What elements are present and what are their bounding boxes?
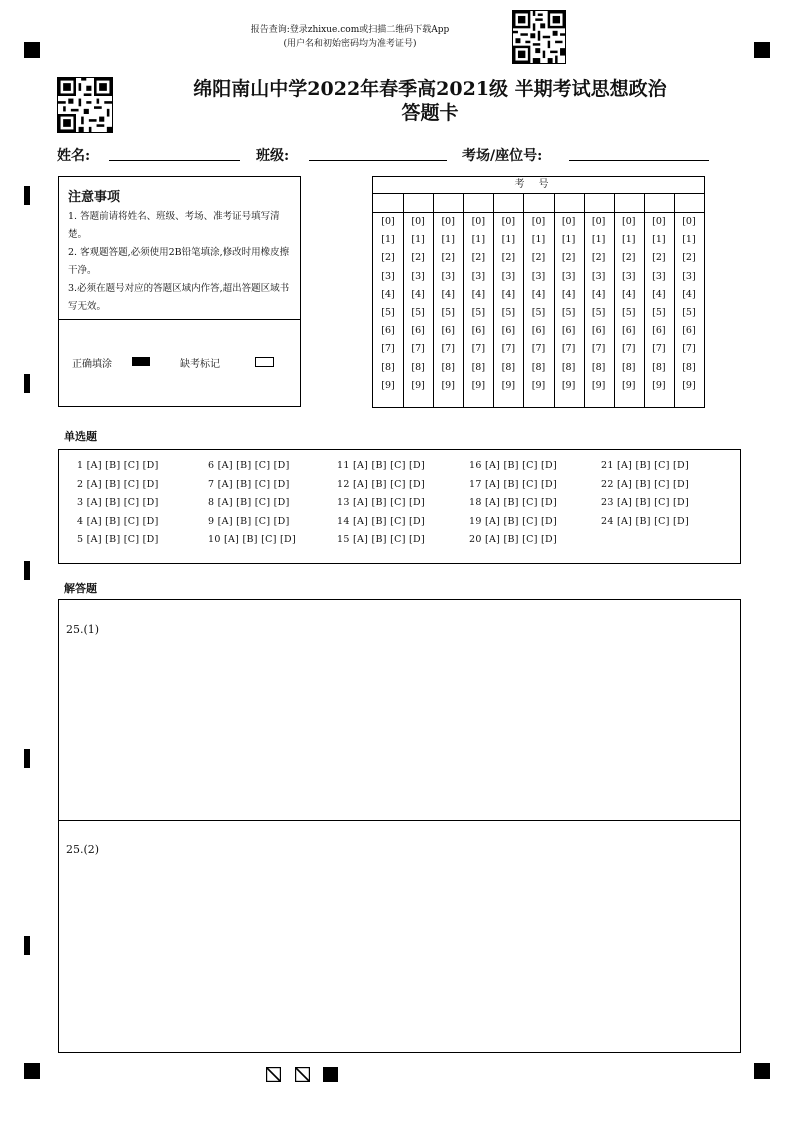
exam-number-column-separator [554, 194, 555, 407]
exam-digit-bubble[interactable]: [8] [591, 361, 606, 373]
correct-fill-label: 正确填涂 [72, 359, 112, 370]
absent-mark-box[interactable] [255, 357, 274, 367]
exam-number-column [584, 194, 614, 407]
mc-question-item[interactable]: 23 [A] [B] [C] [D] [601, 497, 689, 508]
exam-digit-bubble[interactable]: [4] [591, 288, 606, 300]
exam-digit-bubble[interactable]: [4] [411, 288, 425, 300]
exam-number-column [403, 194, 433, 407]
exam-digit-bubble[interactable]: [1] [652, 234, 666, 246]
exam-digit-bubble[interactable]: [7] [561, 343, 576, 355]
exam-digit-bubble[interactable]: [1] [471, 234, 486, 246]
mc-answer-box [58, 449, 741, 564]
exam-number-write-box[interactable] [373, 194, 403, 213]
report-query-text: 报告查询:登录zhixue.com或扫描二维码下载App [250, 25, 450, 35]
exam-number-write-box[interactable] [403, 194, 433, 213]
qr-code-icon [513, 11, 565, 63]
exam-digit-bubble[interactable]: [7] [591, 343, 606, 355]
footer-hatched-box [266, 1067, 281, 1082]
exam-digit-bubble[interactable]: [8] [652, 361, 666, 373]
exam-number-column [554, 194, 584, 407]
exam-digit-bubble[interactable]: [1] [622, 234, 636, 246]
exam-digit-bubble[interactable]: [3] [682, 270, 696, 282]
timing-mark [24, 186, 30, 205]
exam-digit-bubble[interactable]: [4] [531, 288, 546, 300]
answer-divider [59, 820, 740, 821]
mc-question-item[interactable]: 18 [A] [B] [C] [D] [469, 497, 557, 508]
exam-digit-bubble[interactable]: [7] [531, 343, 546, 355]
exam-digit-bubble[interactable]: [4] [441, 288, 455, 300]
exam-digit-bubble[interactable]: [2] [381, 252, 395, 264]
exam-digit-bubble[interactable]: [7] [622, 343, 636, 355]
exam-digit-bubble[interactable]: [5] [682, 306, 696, 318]
notice-title: 注意事项 [68, 190, 121, 205]
notice-item: 1. 答题前请将姓名、班级、考场、准考证号填写清楚。 [68, 211, 280, 240]
exam-digit-bubble[interactable]: [1] [682, 234, 696, 246]
exam-digit-bubble[interactable]: [2] [441, 252, 455, 264]
exam-digit-bubble[interactable]: [9] [591, 379, 606, 391]
exam-digit-bubble[interactable]: [7] [501, 343, 516, 355]
exam-digit-bubble[interactable]: [8] [381, 361, 395, 373]
exam-digit-bubble[interactable]: [3] [441, 270, 455, 282]
exam-digit-bubble[interactable]: [9] [501, 379, 516, 391]
exam-digit-bubble[interactable]: [2] [682, 252, 696, 264]
registration-mark-bottom-right [754, 1063, 770, 1079]
mc-section-label: 单选题 [64, 430, 97, 443]
absent-label: 缺考标记 [180, 359, 220, 370]
exam-digit-bubble[interactable]: [3] [652, 270, 666, 282]
mc-question-item[interactable]: 21 [A] [B] [C] [D] [601, 460, 689, 471]
exam-digit-bubble[interactable]: [5] [622, 306, 636, 318]
exam-number-write-box[interactable] [493, 194, 523, 213]
exam-digit-bubble[interactable]: [7] [652, 343, 666, 355]
exam-digit-bubble[interactable]: [6] [411, 325, 425, 337]
exam-digit-bubble[interactable]: [6] [682, 325, 696, 337]
mc-question-item[interactable]: 14 [A] [B] [C] [D] [337, 515, 425, 527]
notice-divider [59, 319, 300, 320]
exam-digit-bubble[interactable]: [2] [411, 252, 425, 264]
exam-digit-bubble[interactable]: [8] [501, 361, 516, 373]
seat-field[interactable] [569, 160, 709, 161]
exam-digit-bubble[interactable]: [6] [561, 325, 576, 337]
exam-digit-bubble[interactable]: [1] [501, 234, 516, 246]
exam-digit-bubble[interactable]: [6] [381, 325, 395, 337]
exam-number-column [523, 194, 553, 407]
mc-question-item[interactable]: 1 [A] [B] [C] [D] [77, 460, 159, 471]
footer-hatched-box [295, 1067, 310, 1082]
notice-item: 2. 客观题答题,必须使用2B铅笔填涂,修改时用橡皮擦干净。 [68, 247, 290, 276]
exam-digit-bubble[interactable]: [6] [441, 325, 455, 337]
exam-number-column [373, 194, 403, 407]
exam-digit-bubble[interactable]: [9] [682, 379, 696, 391]
exam-digit-bubble[interactable]: [0] [591, 216, 606, 227]
exam-digit-bubble[interactable]: [7] [411, 343, 425, 355]
exam-digit-bubble[interactable]: [4] [652, 288, 666, 300]
notice-item: 3.必须在题号对应的答题区域内作答,超出答题区域书写无效。 [68, 283, 290, 312]
class-field[interactable] [309, 160, 447, 161]
exam-digit-bubble[interactable]: [4] [471, 288, 486, 300]
exam-number-write-box[interactable] [523, 194, 553, 213]
mc-question-item[interactable]: 17 [A] [B] [C] [D] [469, 478, 557, 490]
exam-number-write-box[interactable] [463, 194, 493, 213]
exam-digit-bubble[interactable]: [1] [531, 234, 546, 246]
exam-digit-bubble[interactable]: [1] [411, 234, 425, 246]
exam-number-column [433, 194, 463, 407]
exam-digit-bubble[interactable]: [1] [441, 234, 455, 246]
exam-digit-bubble[interactable]: [3] [411, 270, 425, 282]
exam-digit-bubble[interactable]: [4] [381, 288, 395, 300]
mc-question-item[interactable]: 12 [A] [B] [C] [D] [337, 478, 425, 490]
name-label: 姓名: [57, 148, 91, 164]
correct-fill-sample [132, 357, 150, 366]
qr-code-icon [58, 78, 112, 132]
exam-digit-bubble[interactable]: [8] [561, 361, 576, 373]
exam-digit-bubble[interactable]: [3] [471, 270, 486, 282]
name-field[interactable] [109, 160, 240, 161]
exam-number-write-box[interactable] [614, 194, 644, 213]
exam-digit-bubble[interactable]: [0] [682, 216, 696, 227]
sheet-subtitle: 答题卡 [401, 102, 459, 124]
timing-mark [24, 749, 30, 768]
exam-digit-bubble[interactable]: [8] [622, 361, 636, 373]
exam-number-column [463, 194, 493, 407]
exam-digit-bubble[interactable]: [9] [561, 379, 576, 391]
registration-mark-bottom-left [24, 1063, 40, 1079]
exam-digit-bubble[interactable]: [2] [531, 252, 546, 264]
timing-mark [24, 561, 30, 580]
exam-digit-bubble[interactable]: [6] [531, 325, 546, 337]
exam-digit-bubble[interactable]: [3] [531, 270, 546, 282]
exam-digit-bubble[interactable]: [5] [501, 306, 516, 318]
mc-question-item[interactable]: 9 [A] [B] [C] [D] [208, 515, 290, 527]
exam-digit-bubble[interactable]: [7] [441, 343, 455, 355]
exam-digit-bubble[interactable]: [2] [652, 252, 666, 264]
question-25-1-label: 25.(1) [66, 623, 100, 636]
exam-digit-bubble[interactable]: [4] [501, 288, 516, 300]
exam-digit-bubble[interactable]: [9] [381, 379, 395, 391]
exam-digit-bubble[interactable]: [3] [591, 270, 606, 282]
timing-mark [24, 936, 30, 955]
exam-digit-bubble[interactable]: [8] [411, 361, 425, 373]
exam-digit-bubble[interactable]: [0] [622, 216, 636, 227]
mc-question-item[interactable]: 11 [A] [B] [C] [D] [337, 460, 425, 471]
exam-number-column-separator [403, 194, 404, 407]
exam-digit-bubble[interactable]: [4] [561, 288, 576, 300]
exam-digit-bubble[interactable]: [0] [652, 216, 666, 227]
exam-number-write-box[interactable] [674, 194, 704, 213]
registration-mark-top-left [24, 42, 40, 58]
mc-question-item[interactable]: 5 [A] [B] [C] [D] [77, 534, 159, 545]
mc-question-item[interactable]: 7 [A] [B] [C] [D] [208, 478, 290, 490]
qr-code-download [512, 10, 566, 64]
exam-digit-bubble[interactable]: [1] [591, 234, 606, 246]
exam-number-write-box[interactable] [644, 194, 674, 213]
exam-digit-bubble[interactable]: [5] [441, 306, 455, 318]
exam-digit-bubble[interactable]: [6] [501, 325, 516, 337]
exam-digit-bubble[interactable]: [8] [531, 361, 546, 373]
exam-number-column-separator [614, 194, 615, 407]
exam-digit-bubble[interactable]: [0] [501, 216, 516, 227]
exam-number-write-box[interactable] [433, 194, 463, 213]
exam-digit-bubble[interactable]: [2] [501, 252, 516, 264]
exam-digit-bubble[interactable]: [7] [381, 343, 395, 355]
exam-digit-bubble[interactable]: [0] [381, 216, 395, 227]
exam-digit-bubble[interactable]: [6] [652, 325, 666, 337]
mc-question-item[interactable]: 22 [A] [B] [C] [D] [601, 478, 689, 490]
qr-code-sheet [57, 77, 113, 133]
exam-digit-bubble[interactable]: [6] [622, 325, 636, 337]
exam-number-column-separator [674, 194, 675, 407]
exam-digit-bubble[interactable]: [0] [531, 216, 546, 227]
sheet-title: 绵阳南山中学2022年春季高2021级 半期考试思想政治 [193, 78, 667, 100]
exam-number-column-separator [584, 194, 585, 407]
exam-number-column [614, 194, 644, 407]
exam-number-write-box[interactable] [554, 194, 584, 213]
exam-number-column-separator [523, 194, 524, 407]
exam-number-column [674, 194, 704, 407]
exam-number-column-separator [493, 194, 494, 407]
exam-digit-bubble[interactable]: [5] [652, 306, 666, 318]
exam-digit-bubble[interactable]: [9] [531, 379, 546, 391]
class-label: 班级: [256, 148, 290, 164]
footer-solid-box [323, 1067, 338, 1082]
exam-number-column-separator [463, 194, 464, 407]
mc-question-item[interactable]: 19 [A] [B] [C] [D] [469, 515, 557, 527]
exam-digit-bubble[interactable]: [9] [411, 379, 425, 391]
exam-digit-bubble[interactable]: [2] [561, 252, 576, 264]
exam-digit-bubble[interactable]: [5] [531, 306, 546, 318]
registration-mark-top-right [754, 42, 770, 58]
exam-digit-bubble[interactable]: [4] [622, 288, 636, 300]
exam-digit-bubble[interactable]: [5] [411, 306, 425, 318]
mc-question-item[interactable]: 2 [A] [B] [C] [D] [77, 478, 159, 490]
mc-question-item[interactable]: 13 [A] [B] [C] [D] [337, 497, 425, 508]
exam-digit-bubble[interactable]: [7] [471, 343, 486, 355]
exam-digit-bubble[interactable]: [8] [441, 361, 455, 373]
exam-digit-bubble[interactable]: [6] [591, 325, 606, 337]
exam-digit-bubble[interactable]: [3] [381, 270, 395, 282]
answer-section-label: 解答题 [64, 582, 97, 595]
exam-digit-bubble[interactable]: [4] [682, 288, 696, 300]
exam-digit-bubble[interactable]: [5] [381, 306, 395, 318]
seat-label: 考场/座位号: [462, 148, 543, 164]
mc-question-item[interactable]: 10 [A] [B] [C] [D] [208, 534, 296, 545]
exam-number-column [644, 194, 674, 407]
mc-question-item[interactable]: 24 [A] [B] [C] [D] [601, 515, 689, 527]
mc-question-item[interactable]: 20 [A] [B] [C] [D] [469, 534, 557, 545]
exam-number-column-separator [433, 194, 434, 407]
answer-area [58, 599, 741, 1053]
exam-digit-bubble[interactable]: [0] [411, 216, 425, 227]
exam-digit-bubble[interactable]: [7] [682, 343, 696, 355]
mc-question-item[interactable]: 4 [A] [B] [C] [D] [77, 515, 159, 527]
exam-digit-bubble[interactable]: [9] [471, 379, 486, 391]
exam-digit-bubble[interactable]: [1] [561, 234, 576, 246]
exam-digit-bubble[interactable]: [2] [591, 252, 606, 264]
report-query-note: (用户名和初始密码均为准考证号) [283, 39, 417, 49]
mc-question-item[interactable]: 16 [A] [B] [C] [D] [469, 460, 557, 471]
mc-question-item[interactable]: 6 [A] [B] [C] [D] [208, 460, 290, 471]
exam-digit-bubble[interactable]: [2] [622, 252, 636, 264]
mc-question-item[interactable]: 15 [A] [B] [C] [D] [337, 534, 425, 545]
exam-digit-bubble[interactable]: [0] [441, 216, 455, 227]
exam-number-write-box[interactable] [584, 194, 614, 213]
mc-question-item[interactable]: 3 [A] [B] [C] [D] [77, 497, 159, 508]
mc-question-item[interactable]: 8 [A] [B] [C] [D] [208, 497, 290, 508]
exam-digit-bubble[interactable]: [8] [471, 361, 486, 373]
exam-digit-bubble[interactable]: [9] [441, 379, 455, 391]
question-25-2-label: 25.(2) [66, 843, 100, 856]
timing-mark [24, 374, 30, 393]
exam-number-column [493, 194, 523, 407]
exam-digit-bubble[interactable]: [3] [561, 270, 576, 282]
exam-digit-bubble[interactable]: [3] [622, 270, 636, 282]
exam-digit-bubble[interactable]: [9] [652, 379, 666, 391]
exam-digit-bubble[interactable]: [1] [381, 234, 395, 246]
exam-digit-bubble[interactable]: [5] [471, 306, 486, 318]
exam-digit-bubble[interactable]: [3] [501, 270, 516, 282]
exam-digit-bubble[interactable]: [2] [471, 252, 486, 264]
exam-digit-bubble[interactable]: [5] [561, 306, 576, 318]
exam-digit-bubble[interactable]: [0] [471, 216, 486, 227]
exam-digit-bubble[interactable]: [5] [591, 306, 606, 318]
exam-digit-bubble[interactable]: [0] [561, 216, 576, 227]
exam-digit-bubble[interactable]: [6] [471, 325, 486, 337]
exam-digit-bubble[interactable]: [9] [622, 379, 636, 391]
notice-box [58, 176, 301, 407]
exam-digit-bubble[interactable]: [8] [682, 361, 696, 373]
exam-number-grid [372, 176, 705, 408]
exam-number-header: 考号 [373, 177, 704, 194]
exam-number-column-separator [644, 194, 645, 407]
